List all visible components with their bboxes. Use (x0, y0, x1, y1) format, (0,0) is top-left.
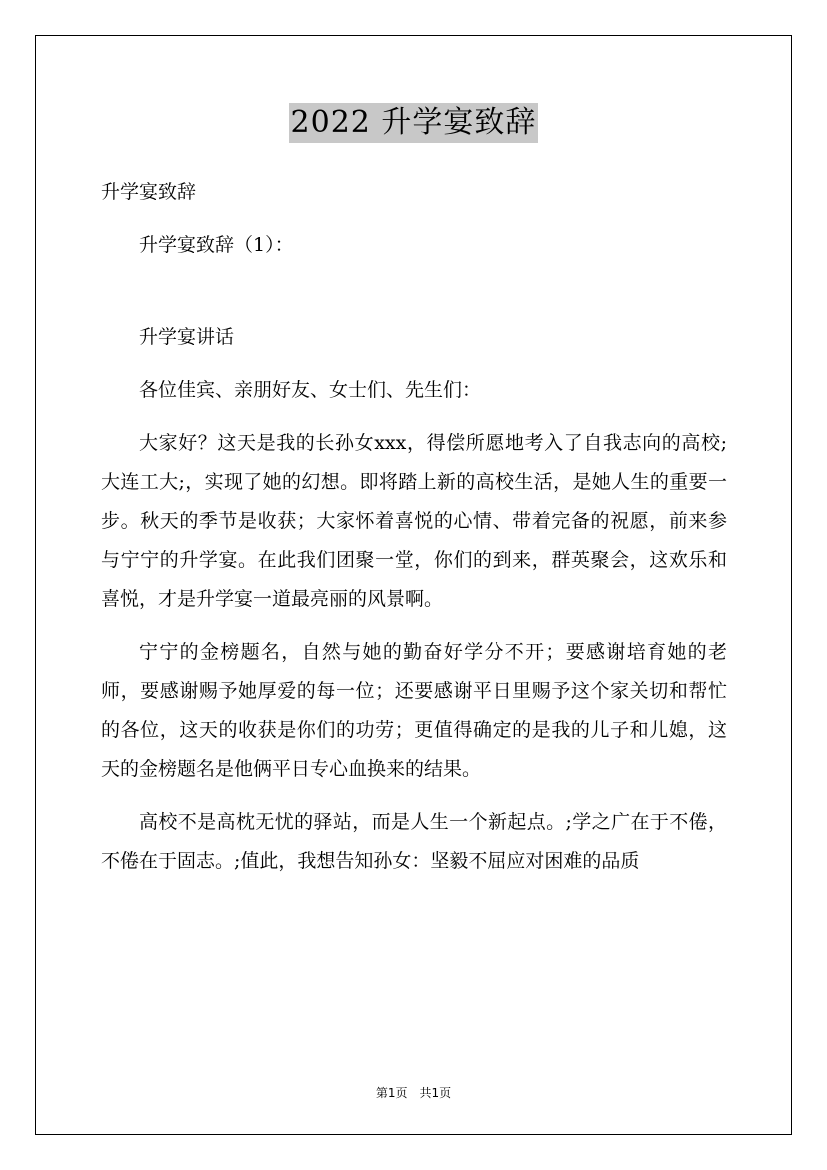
document-body (101, 173, 727, 881)
heading: 升学宴致辞 (101, 181, 197, 203)
title-container (0, 103, 827, 143)
subheading: 升学宴致辞（1）： (139, 234, 294, 256)
page-number: 第1页 共1页 (375, 1086, 452, 1100)
speech-title: 升学宴讲话 (139, 326, 235, 348)
document-title: 2022 升学宴致辞 (289, 103, 539, 143)
body-paragraph: 大家好？这天是我的长孙女xxx，得偿所愿地考入了自我志向的高校;大连工大;，实现了她的幻想。即将踏上新的高校生活，是她人生的重要一步。秋天的季节是收获；大家怀着喜悦的心情、带着完备的祝愿，前来参与宁宁的升学宴。在此我们团聚一堂，你们的到来，群英聚会，这欢乐和喜悦，才是升学宴一道最亮丽的风景啊。 (101, 432, 727, 610)
greeting: 各位佳宾、亲朋好友、女士们、先生们： (139, 379, 482, 401)
body-paragraph: 宁宁的金榜题名，自然与她的勤奋好学分不开；要感谢培育她的老师，要感谢赐予她厚爱的每一位；还要感谢平日里赐予这个家关切和帮忙的各位，这天的收获是你们的功劳；更值得确定的是我的儿子和儿媳，这天的金榜题名是他俩平日专心血换来的结果。 (101, 641, 727, 780)
blank-line (101, 265, 727, 304)
body-paragraph: 高校不是高枕无忧的驿站，而是人生一个新起点。;学之广在于不倦，不倦在于固志。;值此，我想告知孙女：坚毅不屈应对困难的品质 (101, 811, 727, 872)
